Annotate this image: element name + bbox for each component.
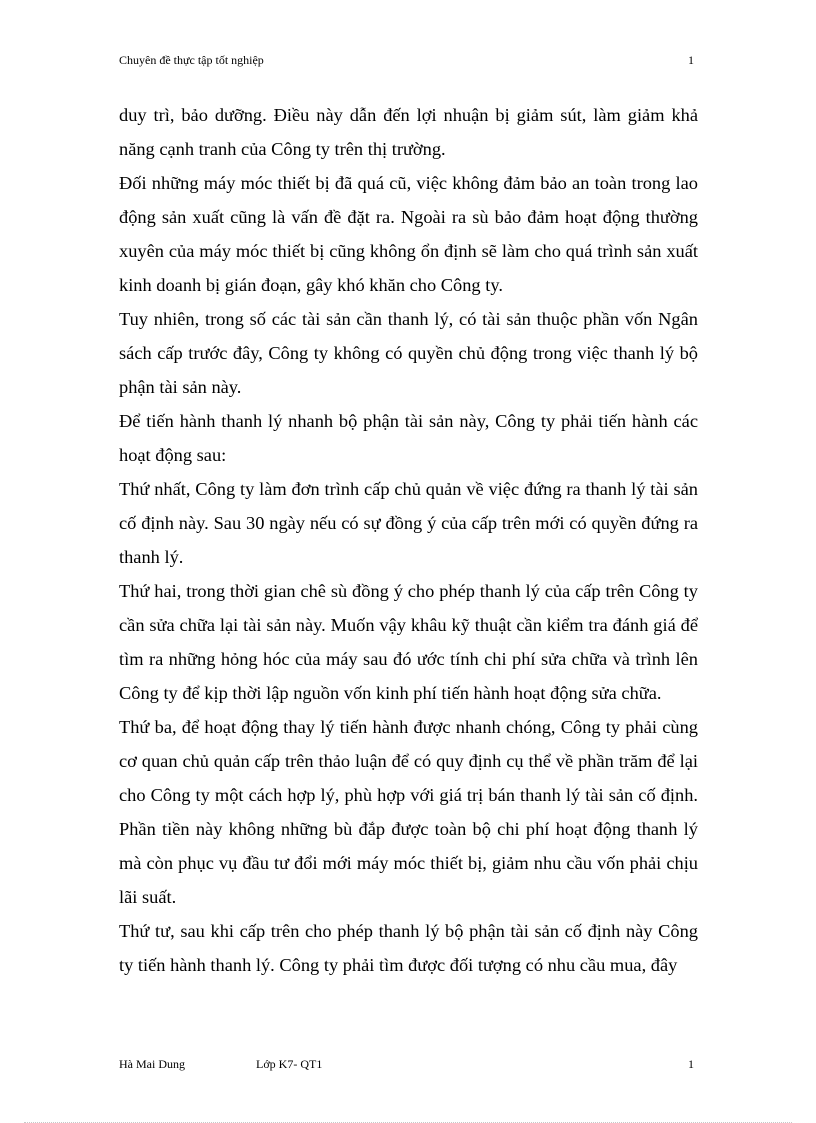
footer-page-number: 1 [688,1057,694,1071]
paragraph: Thứ nhất, Công ty làm đơn trình cấp chủ quản về việc đứng ra thanh lý tài sản cố định này. Sau 30 ngày nếu có sự đồng ý của cấp trên mới có quyền đứng ra thanh lý. [119,479,698,567]
footer-class: Lớp K7- QT1 [256,1057,323,1071]
paragraph: Đối những máy móc thiết bị đã quá cũ, việc không đảm bảo an toàn trong lao động sản xuất cũng là vấn đề đặt ra. Ngoài ra sù bảo đảm hoạt động thường xuyên của máy móc thiết bị cũng không ổn định sẽ làm cho quá trình sản xuất kinh doanh bị gián đoạn, gây khó khăn cho Công ty. [119,173,698,295]
header-page-number: 1 [688,53,694,67]
paragraph: Tuy nhiên, trong số các tài sản cần thanh lý, có tài sản thuộc phần vốn Ngân sách cấp trước đây, Công ty không có quyền chủ động trong việc thanh lý bộ phận tài sản này. [119,309,698,397]
paragraph: Thứ tư, sau khi cấp trên cho phép thanh lý bộ phận tài sản cố định này Công ty tiến hành thanh lý. Công ty phải tìm được đối tượng có nhu cầu mua, đây [119,921,698,975]
header-title: Chuyên đề thực tập tốt nghiệp [119,53,264,67]
footer-author: Hà Mai Dung [119,1057,185,1071]
paragraph: Để tiến hành thanh lý nhanh bộ phận tài sản này, Công ty phải tiến hành các hoạt động sau: [119,411,698,465]
paragraph: Thứ hai, trong thời gian chê sù đồng ý cho phép thanh lý của cấp trên Công ty cần sửa chữa lại tài sản này. Muốn vậy khâu kỹ thuật cần kiểm tra đánh giá để tìm ra những hỏng hóc của máy sau đó ước tính chi phí sửa chữa và trình lên Công ty để kịp thời lập nguồn vốn kinh phí tiến hành hoạt động sửa chữa. [119,581,698,703]
body-text [119,98,698,982]
paragraph: duy trì, bảo dưỡng. Điều này dẫn đến lợi nhuận bị giảm sút, làm giảm khả năng cạnh tranh của Công ty trên thị trường. [119,105,698,159]
paragraph: Thứ ba, để hoạt động thay lý tiến hành được nhanh chóng, Công ty phải cùng cơ quan chủ quản cấp trên thảo luận để có quy định cụ thể về phần trăm để lại cho Công ty một cách hợp lý, phù hợp với giá trị bán thanh lý tài sản cố định. Phần tiền này không những bù đắp được toàn bộ chi phí hoạt động thanh lý mà còn phục vụ đầu tư đổi mới máy móc thiết bị, giảm nhu cầu vốn phải chịu lãi suất. [119,717,698,907]
